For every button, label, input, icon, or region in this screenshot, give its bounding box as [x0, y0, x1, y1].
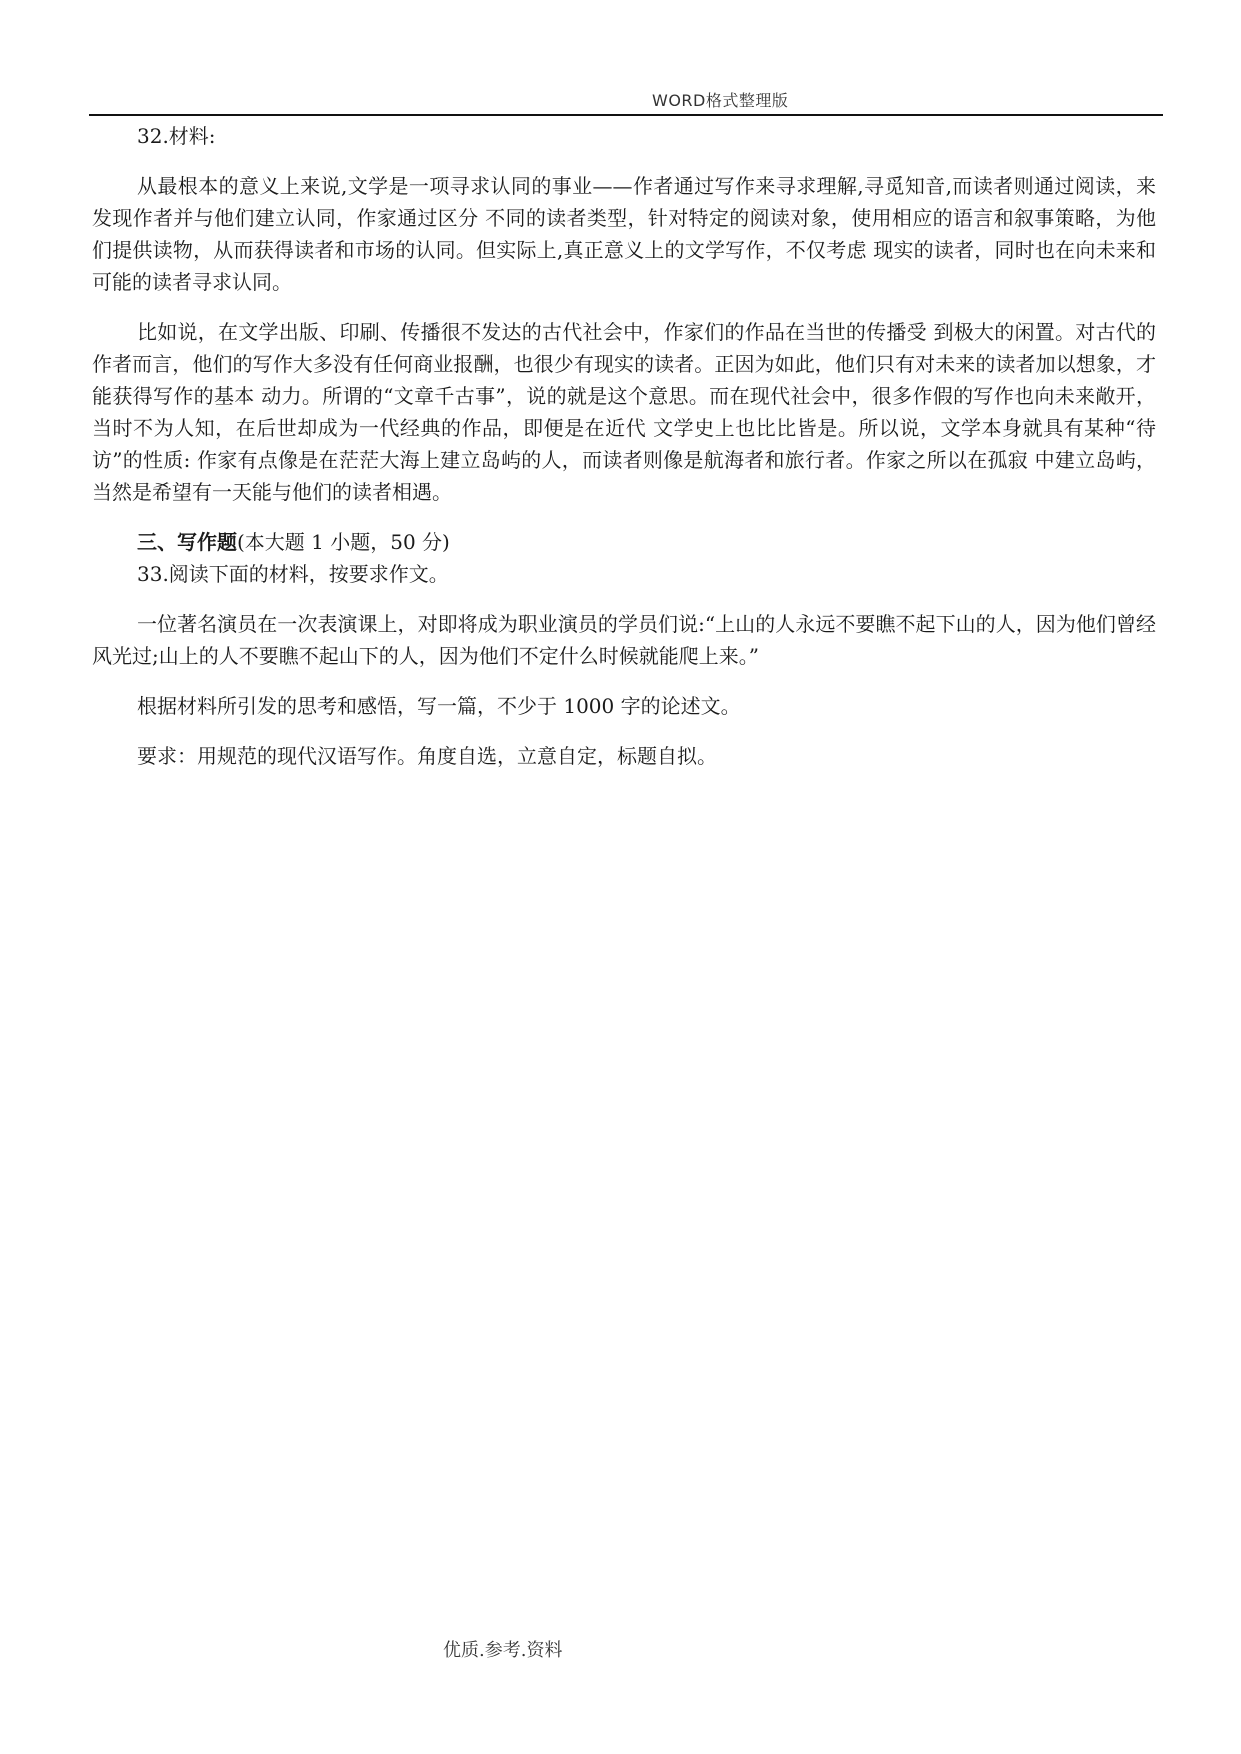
header-rule [89, 114, 1163, 116]
question-32-label: 32.材料: [137, 124, 216, 148]
question-33-material: 一位著名演员在一次表演课上，对即将成为职业演员的学员们说:“上山的人永远不要瞧不起下山的人，因为他们曾经风光过;山上的人不要瞧不起山下的人，因为他们不定什么时候就能爬上来。” [92, 612, 1156, 668]
question-32-paragraph-1: 从最根本的意义上来说,文学是一项寻求认同的事业——作者通过写作来寻求理解,寻觅知音,而读者则通过阅读，来发现作者并与他们建立认同，作家通过区分 不同的读者类型，针对特定的阅读对象，使用相应的语言和叙事策略，为他们提供读物，从而获得读者和市场的认同。但实际上,真正意义上的文学写作，不仅考虑 现实的读者，同时也在向未来和可能的读者寻求认同。 [92, 174, 1156, 294]
page-footer [0, 1636, 1241, 1666]
question-33-requirements: 要求：用规范的现代汉语写作。角度自选，立意自定，标题自拟。 [137, 744, 717, 768]
footer-text: 优质.参考.资料 [443, 1640, 563, 1661]
section-3-note: (本大题 1 小题，50 分) [237, 530, 450, 554]
section-3-title: 三、写作题 [137, 530, 237, 554]
page-header [0, 86, 1241, 116]
question-33-instruction: 根据材料所引发的思考和感悟，写一篇，不少于 1000 字的论述文。 [137, 694, 741, 718]
question-33-label: 33.阅读下面的材料，按要求作文。 [137, 562, 449, 586]
header-text: WORD格式整理版 [652, 91, 789, 110]
section-3-heading [92, 526, 1156, 558]
document-body [92, 120, 1156, 772]
question-32-paragraph-2: 比如说，在文学出版、印刷、传播很不发达的古代社会中，作家们的作品在当世的传播受 到极大的闲置。对古代的作者而言，他们的写作大多没有任何商业报酬，也很少有现实的读者。正因为如此，他们只有对未来的读者加以想象，才能获得写作的基本 动力。所谓的“文章千古事”，说的就是这个意思。而在现代社会中，很多作假的写作也向未来敞开，当时不为人知，在后世却成为一代经典的作品，即便是在近代 文学史上也比比皆是。所以说，文学本身就具有某种“待访”的性质: 作家有点像是在茫茫大海上建立岛屿的人，而读者则像是航海者和旅行者。作家之所以在孤寂 中建立岛屿，当然是希望有一天能与他们的读者相遇。 [92, 320, 1156, 504]
